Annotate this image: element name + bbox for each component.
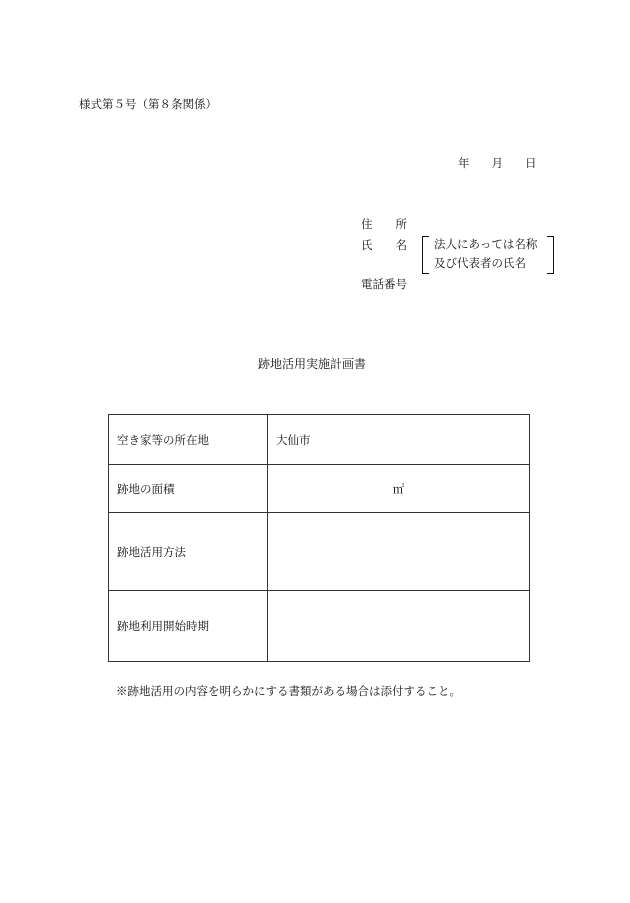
footnote: ※跡地活用の内容を明らかにする書類がある場合は添付すること。 (116, 684, 461, 698)
row-value-method (268, 513, 530, 591)
corporate-note-line1: 法人にあっては名称 (434, 237, 538, 251)
date-day: 日 (525, 156, 537, 170)
table-row (109, 591, 530, 662)
row-value-location: 大仙市 (268, 415, 530, 465)
name-label: 氏 名 (361, 238, 407, 252)
phone-label: 電話番号 (361, 277, 407, 291)
table-row (109, 415, 530, 465)
bracket-left (422, 236, 429, 274)
row-label-area: 跡地の面積 (109, 465, 268, 513)
table-row (109, 513, 530, 591)
document-title: 跡地活用実施計画書 (258, 357, 367, 371)
date-month: 月 (491, 156, 503, 170)
date-year: 年 (458, 156, 470, 170)
corporate-note-line2: 及び代表者の氏名 (434, 256, 526, 270)
row-label-method: 跡地活用方法 (109, 513, 268, 591)
row-value-start (268, 591, 530, 662)
corporate-note-bracket (422, 236, 554, 274)
row-value-area: ㎡ (268, 465, 530, 513)
address-label: 住 所 (361, 217, 407, 231)
row-label-location: 空き家等の所在地 (109, 415, 268, 465)
table-row (109, 465, 530, 513)
form-number: 様式第５号（第８条関係） (79, 97, 217, 111)
bracket-right (547, 236, 554, 274)
date-line (458, 158, 537, 170)
plan-table (108, 414, 530, 662)
row-label-start: 跡地利用開始時期 (109, 591, 268, 662)
